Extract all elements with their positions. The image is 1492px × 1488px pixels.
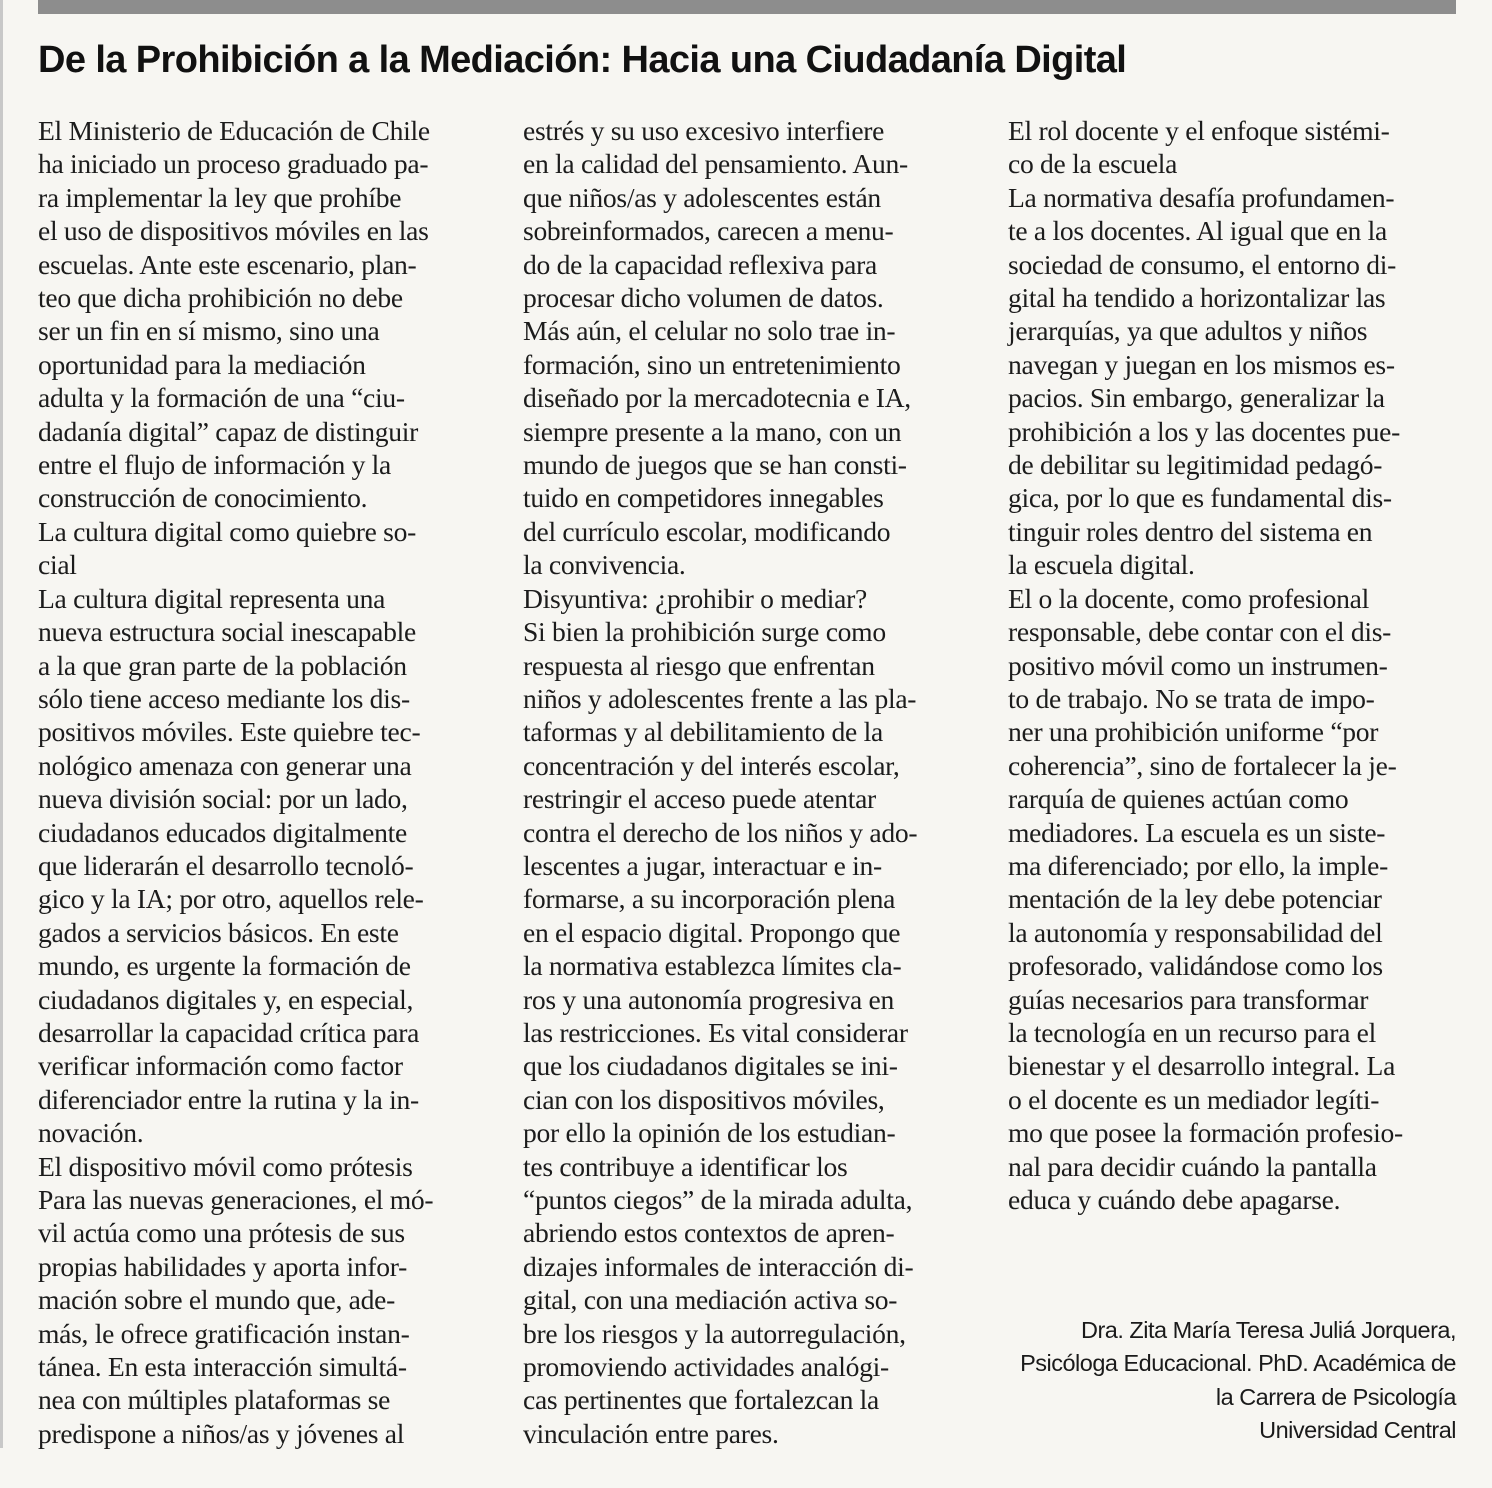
text-line: diferenciador entre la rutina y la in- <box>38 1083 419 1115</box>
text-line: oportunidad para la mediación <box>38 348 366 380</box>
text-line: las restricciones. Es vital considerar <box>523 1016 908 1048</box>
text-line: El Ministerio de Educación de Chile <box>38 115 430 146</box>
text-line: formación, sino un entretenimiento <box>523 348 901 380</box>
text-line: do de la capacidad reflexiva para <box>523 248 877 280</box>
text-line: estrés y su uso excesivo interfiere <box>523 115 885 146</box>
text-line: concentración y del interés escolar, <box>523 749 900 781</box>
text-line: mo que posee la formación profesio- <box>1008 1117 1403 1149</box>
text-line: vinculación entre pares. <box>523 1417 779 1449</box>
text-line: construcción de conocimiento. <box>38 482 368 514</box>
text-line: profesorado, validándose como los <box>1008 950 1383 982</box>
text-line: gico y la IA; por otro, aquellos rele- <box>38 883 424 915</box>
article-column-1 <box>38 114 494 1450</box>
text-line: diseñado por la mercadotecnia e IA, <box>523 382 911 414</box>
text-line: rarquía de quienes actúan como <box>1008 783 1349 815</box>
text-line: gital ha tendido a horizontalizar las <box>1008 282 1386 314</box>
text-line: te a los docentes. Al igual que en la <box>1008 215 1387 247</box>
text-line: abriendo estos contextos de apren- <box>523 1217 895 1249</box>
text-line: pacios. Sin embargo, generalizar la <box>1008 382 1385 414</box>
text-line: tánea. En esta interacción simultá- <box>38 1351 407 1383</box>
text-line: mentación de la ley debe potenciar <box>1008 883 1382 915</box>
text-line: prohibición a los y las docentes pue- <box>1008 415 1400 447</box>
top-rule-bar <box>38 0 1456 14</box>
text-line: más, le ofrece gratificación instan- <box>38 1317 410 1349</box>
text-line: promoviendo actividades analógi- <box>523 1351 889 1383</box>
text-line: mundo de juegos que se han consti- <box>523 449 907 481</box>
text-line: guías necesarios para transformar <box>1008 983 1369 1015</box>
text-line: tuido en competidores innegables <box>523 482 884 514</box>
text-line: cial <box>38 549 77 581</box>
text-line: lescentes a jugar, interactuar e in- <box>523 849 882 881</box>
text-line: mediadores. La escuela es un siste- <box>1008 816 1386 848</box>
text-line: sobreinformados, carecen a menu- <box>523 215 894 247</box>
text-line: bienestar y el desarrollo integral. La <box>1008 1050 1396 1082</box>
text-line: propias habilidades y aporta infor- <box>38 1250 408 1282</box>
text-line: ra implementar la ley que prohíbe <box>38 181 402 213</box>
text-line: sólo tiene acceso mediante los dis- <box>38 682 410 714</box>
text-line: que liderarán el desarrollo tecnoló- <box>38 849 414 881</box>
text-line: nueva división social: por un lado, <box>38 783 408 815</box>
article-column-2 <box>523 114 979 1450</box>
text-line: procesar dicho volumen de datos. <box>523 282 884 314</box>
text-line: entre el flujo de información y la <box>38 449 391 481</box>
text-line: respuesta al riesgo que enfrentan <box>523 649 875 681</box>
text-line: que niños/as y adolescentes están <box>523 181 881 213</box>
text-line: coherencia”, sino de fortalecer la je- <box>1008 749 1397 781</box>
text-line: nal para decidir cuándo la pantalla <box>1008 1150 1377 1182</box>
text-line: gica, por lo que es fundamental dis- <box>1008 482 1392 514</box>
text-line: niños y adolescentes frente a las pla- <box>523 682 917 714</box>
text-line: Disyuntiva: ¿prohibir o mediar? <box>523 582 867 614</box>
text-line: nueva estructura social inescapable <box>38 616 416 648</box>
author-signature <box>1020 1314 1456 1448</box>
text-line: ner una prohibición uniforme “por <box>1008 716 1379 748</box>
text-line: “puntos ciegos” de la mirada adulta, <box>523 1184 913 1215</box>
text-line: en la calidad del pensamiento. Aun- <box>523 148 908 180</box>
text-line: El rol docente y el enfoque sistémi- <box>1008 115 1390 146</box>
text-line: verificar información como factor <box>38 1050 403 1082</box>
text-line: to de trabajo. No se trata de impo- <box>1008 682 1375 714</box>
text-line: La normativa desafía profundamen- <box>1008 181 1395 213</box>
text-line: por ello la opinión de los estudian- <box>523 1117 896 1149</box>
text-line: mación sobre el mundo que, ade- <box>38 1284 395 1316</box>
text-line: taformas y al debilitamiento de la <box>523 716 883 748</box>
text-line: dadanía digital” capaz de distinguir <box>38 415 418 447</box>
text-line: La cultura digital representa una <box>38 582 386 614</box>
text-line: contra el derecho de los niños y ado- <box>523 816 918 848</box>
text-line: nea con múltiples plataformas se <box>38 1384 391 1416</box>
text-line: educa y cuándo debe apagarse. <box>1008 1184 1341 1215</box>
text-line: ciudadanos digitales y, en especial, <box>38 983 414 1015</box>
text-line: vil actúa como una prótesis de sus <box>38 1217 405 1249</box>
signature-line: la Carrera de Psicología <box>1215 1383 1456 1410</box>
signature-line: Dra. Zita María Teresa Juliá Jorquera, <box>1080 1317 1456 1343</box>
text-line: nológico amenaza con generar una <box>38 749 412 781</box>
text-line: sociedad de consumo, el entorno di- <box>1008 248 1396 280</box>
text-line: cas pertinentes que fortalezcan la <box>523 1384 879 1416</box>
text-line: a la que gran parte de la población <box>38 649 407 681</box>
text-line: gital, con una mediación activa so- <box>523 1284 898 1316</box>
text-line: co de la escuela <box>1008 148 1178 180</box>
text-line: escuelas. Ante este escenario, plan- <box>38 248 417 280</box>
text-line: desarrollar la capacidad crítica para <box>38 1016 420 1048</box>
text-line: la escuela digital. <box>1008 549 1195 581</box>
text-line: cian con los dispositivos móviles, <box>523 1083 885 1115</box>
text-line: responsable, debe contar con el dis- <box>1008 616 1392 648</box>
text-line: mundo, es urgente la formación de <box>38 950 411 982</box>
text-line: formarse, a su incorporación plena <box>523 883 896 915</box>
text-line: ser un fin en sí mismo, sino una <box>38 315 380 347</box>
text-line: novación. <box>38 1117 144 1149</box>
text-line: El o la docente, como profesional <box>1008 582 1369 614</box>
left-margin-rule <box>0 0 3 1448</box>
text-line: o el docente es un mediador legíti- <box>1008 1083 1380 1115</box>
text-line: ma diferenciado; por ello, la imple- <box>1008 849 1388 881</box>
text-line: teo que dicha prohibición no debe <box>38 282 403 314</box>
text-line: que los ciudadanos digitales se ini- <box>523 1050 898 1082</box>
text-line: del currículo escolar, modificando <box>523 515 891 547</box>
text-line: Más aún, el celular no solo trae in- <box>523 315 896 347</box>
text-line: restringir el acceso puede atentar <box>523 783 876 815</box>
text-line: positivo móvil como un instrumen- <box>1008 649 1388 681</box>
text-line: siempre presente a la mano, con un <box>523 415 902 447</box>
text-line: la tecnología en un recurso para el <box>1008 1016 1376 1048</box>
signature-line: Universidad Central <box>1259 1417 1456 1444</box>
text-line: la convivencia. <box>523 549 686 581</box>
text-line: navegan y juegan en los mismos es- <box>1008 348 1395 380</box>
text-line: tinguir roles dentro del sistema en <box>1008 515 1373 547</box>
article-headline: De la Prohibición a la Mediación: Hacia una Ciudadanía Digital <box>38 39 1127 81</box>
text-line: Para las nuevas generaciones, el mó- <box>38 1184 434 1215</box>
text-line: de debilitar su legitimidad pedagó- <box>1008 449 1383 481</box>
text-line: La cultura digital como quiebre so- <box>38 515 416 547</box>
text-line: la autonomía y responsabilidad del <box>1008 916 1383 948</box>
signature-line: Psicóloga Educacional. PhD. Académica de <box>1020 1350 1456 1377</box>
text-line: Si bien la prohibición surge como <box>523 616 886 648</box>
text-line: en el espacio digital. Propongo que <box>523 916 901 948</box>
text-line: positivos móviles. Este quiebre tec- <box>38 716 421 748</box>
text-line: jerarquías, ya que adultos y niños <box>1008 315 1368 347</box>
text-line: ciudadanos educados digitalmente <box>38 816 407 848</box>
text-line: ha iniciado un proceso graduado pa- <box>38 148 429 180</box>
text-line: tes contribuye a identificar los <box>523 1150 848 1182</box>
text-line: El dispositivo móvil como prótesis <box>38 1150 413 1182</box>
text-line: el uso de dispositivos móviles en las <box>38 215 429 247</box>
text-line: ros y una autonomía progresiva en <box>523 983 894 1015</box>
text-line: predispone a niños/as y jóvenes al <box>38 1417 405 1449</box>
article-column-3 <box>1008 114 1456 1216</box>
text-line: dizajes informales de interacción di- <box>523 1250 914 1282</box>
text-line: la normativa establezca límites cla- <box>523 950 902 982</box>
text-line: adulta y la formación de una “ciu- <box>38 382 405 414</box>
text-line: gados a servicios básicos. En este <box>38 916 399 948</box>
text-line: bre los riesgos y la autorregulación, <box>523 1317 906 1349</box>
